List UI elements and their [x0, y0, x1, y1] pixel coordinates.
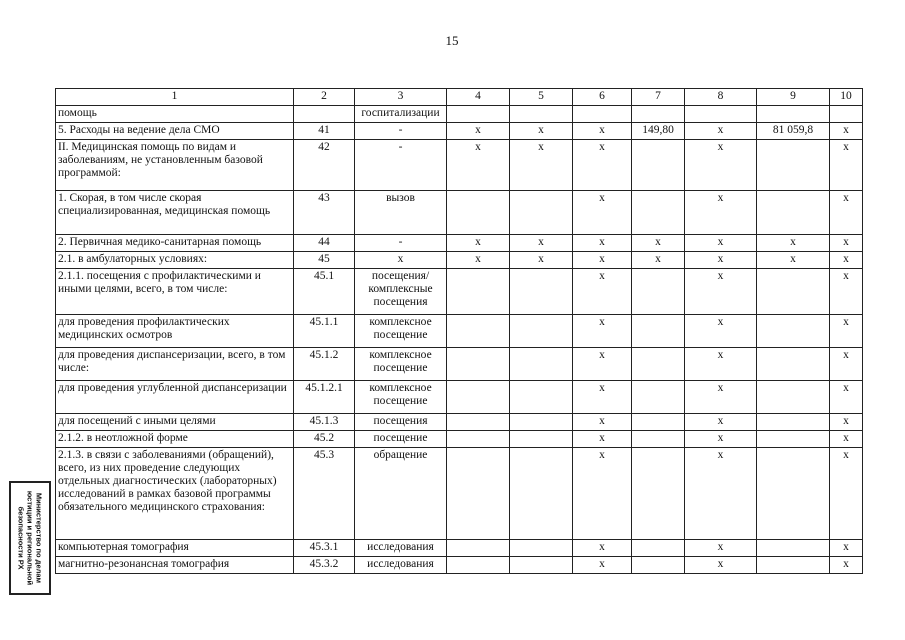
header-cell: 4: [447, 89, 510, 106]
table-cell: [632, 348, 685, 381]
table-cell: 41: [294, 123, 355, 140]
header-cell: 7: [632, 89, 685, 106]
table-cell: х: [510, 140, 573, 191]
table-cell: [632, 431, 685, 448]
table-cell: х: [447, 123, 510, 140]
table-cell: [757, 140, 830, 191]
table-row: [56, 431, 863, 448]
table-cell: 43: [294, 191, 355, 235]
table-cell: [510, 191, 573, 235]
table-cell: х: [830, 269, 863, 315]
table-cell: [632, 140, 685, 191]
table-cell: [757, 269, 830, 315]
table-cell: х: [685, 140, 757, 191]
header-cell: 8: [685, 89, 757, 106]
table-cell: х: [685, 235, 757, 252]
table-cell: х: [573, 414, 632, 431]
table-cell: [632, 557, 685, 574]
table-row: [56, 315, 863, 348]
table-cell: х: [685, 123, 757, 140]
table-cell: х: [573, 252, 632, 269]
table-cell: х: [510, 252, 573, 269]
table-row: [56, 348, 863, 381]
table-cell: х: [573, 191, 632, 235]
table-cell: [685, 106, 757, 123]
table-row: [56, 235, 863, 252]
table-cell: посещение: [355, 431, 447, 448]
row-label-cell: магнитно-резонансная томография: [56, 557, 294, 574]
table-cell: [447, 315, 510, 348]
table-cell: х: [830, 448, 863, 540]
table-row: [56, 123, 863, 140]
table-cell: х: [685, 269, 757, 315]
table-cell: х: [510, 235, 573, 252]
row-label-cell: для проведения профилактических медицинских осмотров: [56, 315, 294, 348]
table-cell: х: [830, 235, 863, 252]
table-cell: комплексное посещение: [355, 381, 447, 414]
table-cell: х: [573, 315, 632, 348]
table-cell: [447, 191, 510, 235]
table-cell: [757, 557, 830, 574]
table-cell: [447, 557, 510, 574]
row-label-cell: 2. Первичная медико-санитарная помощь: [56, 235, 294, 252]
header-cell: 2: [294, 89, 355, 106]
table-cell: [632, 106, 685, 123]
table-cell: -: [355, 140, 447, 191]
table-row: [56, 106, 863, 123]
table-cell: [510, 348, 573, 381]
stamp-line: Министерство по делам: [34, 492, 44, 584]
table-cell: 81 059,8: [757, 123, 830, 140]
table-cell: [757, 315, 830, 348]
table-cell: х: [757, 252, 830, 269]
table-cell: 44: [294, 235, 355, 252]
table-cell: х: [830, 123, 863, 140]
row-label-cell: для посещений с иными целями: [56, 414, 294, 431]
row-label-cell: 5. Расходы на ведение дела СМО: [56, 123, 294, 140]
table-cell: исследования: [355, 557, 447, 574]
table-cell: х: [685, 557, 757, 574]
table-cell: посещения: [355, 414, 447, 431]
table-cell: х: [830, 252, 863, 269]
table-cell: х: [573, 540, 632, 557]
table-cell: х: [685, 414, 757, 431]
row-label-cell: для проведения диспансеризации, всего, в том числе:: [56, 348, 294, 381]
table-cell: 45.1.2: [294, 348, 355, 381]
table-row: [56, 448, 863, 540]
table-row: [56, 191, 863, 235]
table-cell: х: [573, 123, 632, 140]
table-cell: [757, 431, 830, 448]
row-label-cell: для проведения углубленной диспансеризации: [56, 381, 294, 414]
table-cell: [632, 448, 685, 540]
row-label-cell: 1. Скорая, в том числе скорая специализированная, медицинская помощь: [56, 191, 294, 235]
row-label-cell: II. Медицинская помощь по видам и заболеваниям, не установленным базовой программой:: [56, 140, 294, 191]
table-cell: [447, 540, 510, 557]
table-row: [56, 540, 863, 557]
table-row: [56, 414, 863, 431]
table-cell: 45.3: [294, 448, 355, 540]
table-cell: х: [757, 235, 830, 252]
table-cell: х: [632, 235, 685, 252]
table-row: [56, 252, 863, 269]
table-cell: -: [355, 123, 447, 140]
table-cell: [510, 381, 573, 414]
table-cell: [757, 540, 830, 557]
table-cell: х: [573, 140, 632, 191]
table-cell: [294, 106, 355, 123]
table-cell: х: [573, 269, 632, 315]
table-cell: [447, 431, 510, 448]
table-cell: [510, 557, 573, 574]
table-cell: [510, 540, 573, 557]
table-cell: [757, 448, 830, 540]
table-row: [56, 381, 863, 414]
table-cell: обращение: [355, 448, 447, 540]
table-cell: х: [830, 348, 863, 381]
table-cell: х: [685, 540, 757, 557]
table-cell: х: [830, 315, 863, 348]
table-cell: х: [573, 431, 632, 448]
table-cell: х: [447, 235, 510, 252]
registration-stamp: [9, 481, 51, 595]
table-cell: х: [830, 140, 863, 191]
stamp-text: [17, 483, 44, 593]
table-cell: посещения/ комплексные посещения: [355, 269, 447, 315]
table-cell: [573, 106, 632, 123]
table-cell: х: [573, 557, 632, 574]
table-cell: -: [355, 235, 447, 252]
row-label-cell: 2.1. в амбулаторных условиях:: [56, 252, 294, 269]
table-cell: х: [830, 431, 863, 448]
table-cell: х: [573, 235, 632, 252]
table-cell: [632, 269, 685, 315]
table-cell: [447, 448, 510, 540]
table-cell: х: [830, 414, 863, 431]
data-table: [55, 88, 863, 574]
table-header-row: [56, 89, 863, 106]
table-cell: [757, 106, 830, 123]
table-cell: [510, 431, 573, 448]
table-cell: вызов: [355, 191, 447, 235]
table-cell: [510, 448, 573, 540]
header-cell: 10: [830, 89, 863, 106]
table-cell: 45.1.1: [294, 315, 355, 348]
table-cell: х: [685, 348, 757, 381]
table-cell: [632, 540, 685, 557]
table-cell: [632, 315, 685, 348]
table-row: [56, 269, 863, 315]
table-cell: х: [447, 252, 510, 269]
table-cell: х: [685, 381, 757, 414]
table-cell: х: [632, 252, 685, 269]
table-cell: 45.1.3: [294, 414, 355, 431]
table-cell: госпитализации: [355, 106, 447, 123]
table-cell: 45.2: [294, 431, 355, 448]
table-cell: х: [830, 381, 863, 414]
header-cell: 1: [56, 89, 294, 106]
table-cell: комплексное посещение: [355, 348, 447, 381]
table-cell: 45: [294, 252, 355, 269]
table-cell: [757, 348, 830, 381]
table-cell: [757, 191, 830, 235]
table-cell: [632, 414, 685, 431]
table-cell: [447, 106, 510, 123]
table-cell: х: [830, 540, 863, 557]
table-cell: х: [510, 123, 573, 140]
table-cell: х: [447, 140, 510, 191]
table-row: [56, 140, 863, 191]
table-cell: 45.3.1: [294, 540, 355, 557]
table-cell: [757, 381, 830, 414]
page-number: 15: [445, 33, 459, 48]
table-row: [56, 557, 863, 574]
table-cell: 149,80: [632, 123, 685, 140]
table-cell: 45.3.2: [294, 557, 355, 574]
table-cell: исследования: [355, 540, 447, 557]
row-label-cell: помощь: [56, 106, 294, 123]
table-cell: [632, 381, 685, 414]
table-cell: [447, 348, 510, 381]
table-cell: [830, 106, 863, 123]
table-cell: [632, 191, 685, 235]
row-label-cell: 2.1.2. в неотложной форме: [56, 431, 294, 448]
header-cell: 6: [573, 89, 632, 106]
table-cell: х: [685, 252, 757, 269]
table-cell: 45.1: [294, 269, 355, 315]
row-label-cell: 2.1.1. посещения с профилактическими и иными целями, всего, в том числе:: [56, 269, 294, 315]
table-cell: [510, 414, 573, 431]
table-cell: [757, 414, 830, 431]
table-cell: [510, 315, 573, 348]
table-cell: х: [830, 557, 863, 574]
table-cell: 42: [294, 140, 355, 191]
table-cell: х: [573, 448, 632, 540]
stamp-line: безопасности РХ: [16, 506, 26, 570]
table-cell: [447, 414, 510, 431]
table-cell: комплексное посещение: [355, 315, 447, 348]
table-cell: х: [355, 252, 447, 269]
stamp-line: юстиции и региональной: [25, 490, 35, 586]
header-cell: 9: [757, 89, 830, 106]
table-cell: [447, 269, 510, 315]
table-cell: [510, 269, 573, 315]
table-cell: [447, 381, 510, 414]
table-cell: х: [685, 315, 757, 348]
row-label-cell: 2.1.3. в связи с заболеваниями (обращений), всего, из них проведение следующих отдельных диагностических (лабораторных) исследований в рамках базовой программы обязательного медицинского страхования:: [56, 448, 294, 540]
table-cell: [510, 106, 573, 123]
table-cell: х: [573, 381, 632, 414]
table-cell: х: [685, 191, 757, 235]
table-cell: х: [685, 448, 757, 540]
header-cell: 3: [355, 89, 447, 106]
table-cell: х: [830, 191, 863, 235]
table-cell: х: [573, 348, 632, 381]
row-label-cell: компьютерная томография: [56, 540, 294, 557]
table-cell: 45.1.2.1: [294, 381, 355, 414]
table-cell: х: [685, 431, 757, 448]
header-cell: 5: [510, 89, 573, 106]
